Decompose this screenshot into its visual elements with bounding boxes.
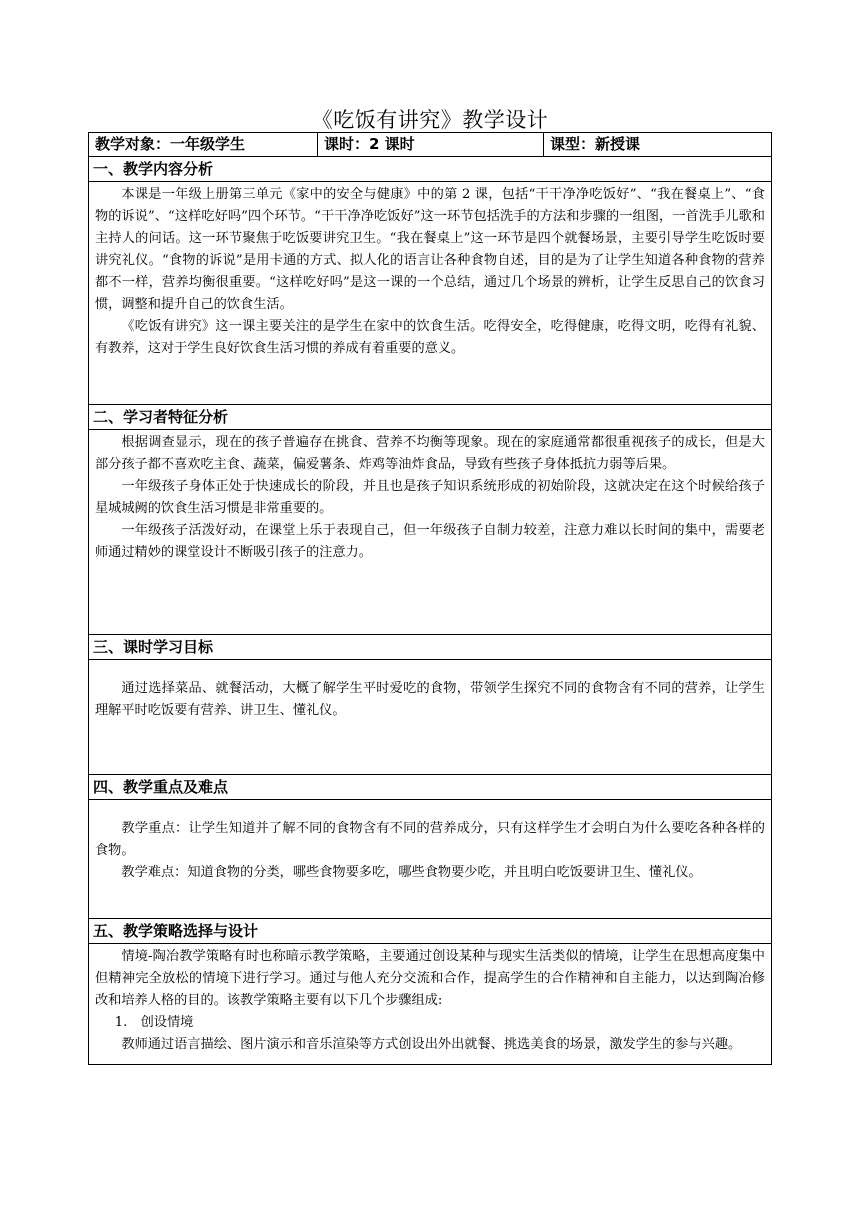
section-body-learner-analysis bbox=[89, 430, 772, 635]
hours-cell: 课时：2 课时 bbox=[318, 133, 544, 157]
paragraph: 情境-陶冶教学策略有时也称暗示教学策略，主要通过创设某种与现实生活类似的情境，让学生在思想高度集中但精神完全放松的情境下进行学习。通过与他人充分交流和合作，提高学生的合作精神和自主能力，以达到陶冶修改和培养人格的目的。该教学策略主要有以下几个步骤组成: bbox=[95, 949, 765, 1008]
section-heading-content-analysis: 一、教学内容分析 bbox=[89, 157, 772, 182]
section-body-teaching-strategy bbox=[89, 944, 772, 1065]
section-heading-learner-analysis: 二、学习者特征分析 bbox=[89, 405, 772, 430]
section-body-content-analysis bbox=[89, 182, 772, 405]
audience-cell: 教学对象：一年级学生 bbox=[89, 133, 318, 157]
lesson-plan-table bbox=[88, 132, 772, 1065]
meta-row bbox=[89, 133, 772, 157]
section-heading-key-points: 四、教学重点及难点 bbox=[89, 775, 772, 800]
section-heading-teaching-strategy: 五、教学策略选择与设计 bbox=[89, 919, 772, 944]
paragraph: 一年级孩子活泼好动，在课堂上乐于表现自己，但一年级孩子自制力较差，注意力难以长时间的集中，需要老师通过精妙的课堂设计不断吸引孩子的注意力。 bbox=[95, 523, 765, 560]
paragraph: 通过选择菜品、就餐活动，大概了解学生平时爱吃的食物，带领学生探究不同的食物含有不同的营养，让学生理解平时吃饭要有营养、讲卫生、懂礼仪。 bbox=[95, 681, 765, 718]
paragraph: 教师通过语言描绘、图片演示和音乐渲染等方式创设出外出就餐、挑选美食的场景，激发学生的参与兴趣。 bbox=[121, 1037, 742, 1052]
paragraph: 一年级孩子身体正处于快速成长的阶段，并且也是孩子知识系统形成的初始阶段，这就决定在这个时候给孩子星城城阙的饮食生活习惯是非常重要的。 bbox=[95, 479, 765, 516]
paragraph: 根据调查显示，现在的孩子普遍存在挑食、营养不均衡等现象。现在的家庭通常都很重视孩子的成长，但是大部分孩子都不喜欢吃主食、蔬菜，偏爱薯条、炸鸡等油炸食品，导致有些孩子身体抵抗力弱等后果。 bbox=[95, 435, 765, 472]
paragraph: 教学重点：让学生知道并了解不同的食物含有不同的营养成分，只有这样学生才会明白为什么要吃各种各样的食物。 bbox=[95, 821, 765, 858]
section-body-key-points bbox=[89, 800, 772, 919]
section-body-learning-objectives bbox=[89, 660, 772, 775]
paragraph: 教学难点：知道食物的分类，哪些食物要多吃，哪些食物要少吃，并且明白吃饭要讲卫生、懂礼仪。 bbox=[121, 865, 702, 880]
lesson-type-cell: 课型：新授课 bbox=[544, 133, 772, 157]
list-item: 1. 创设情境 bbox=[114, 1015, 194, 1030]
paragraph: 本课是一年级上册第三单元《家中的安全与健康》中的第 2 课，包括“干干净净吃饭好”、“我在餐桌上”、“食物的诉说”、“这样吃好吗”四个环节。“干干净净吃饭好”这一环节包括洗手的方法和步骤的一组图，一首洗手儿歌和主持人的问话。这一环节聚焦于吃饭要讲究卫生。“我在餐桌上”这一环节是四个就餐场景，主要引导学生吃饭时要讲究礼仪。“食物的诉说”是用卡通的方式、拟人化的语言让各种食物自述，目的是为了让学生知道各种食物的营养都不一样，营养均衡很重要。“这样吃好吗”是这一课的一个总结，通过几个场景的辨析，让学生反思自己的饮食习惯，调整和提升自己的饮食生活。 bbox=[95, 187, 765, 312]
document-title: 《吃饭有讲究》教学设计 bbox=[311, 108, 549, 132]
paragraph: 《吃饭有讲究》这一课主要关注的是学生在家中的饮食生活。吃得安全，吃得健康，吃得文明，吃得有礼貌、有教养，这对于学生良好饮食生活习惯的养成有着重要的意义。 bbox=[95, 319, 765, 356]
section-heading-learning-objectives: 三、课时学习目标 bbox=[89, 635, 772, 660]
